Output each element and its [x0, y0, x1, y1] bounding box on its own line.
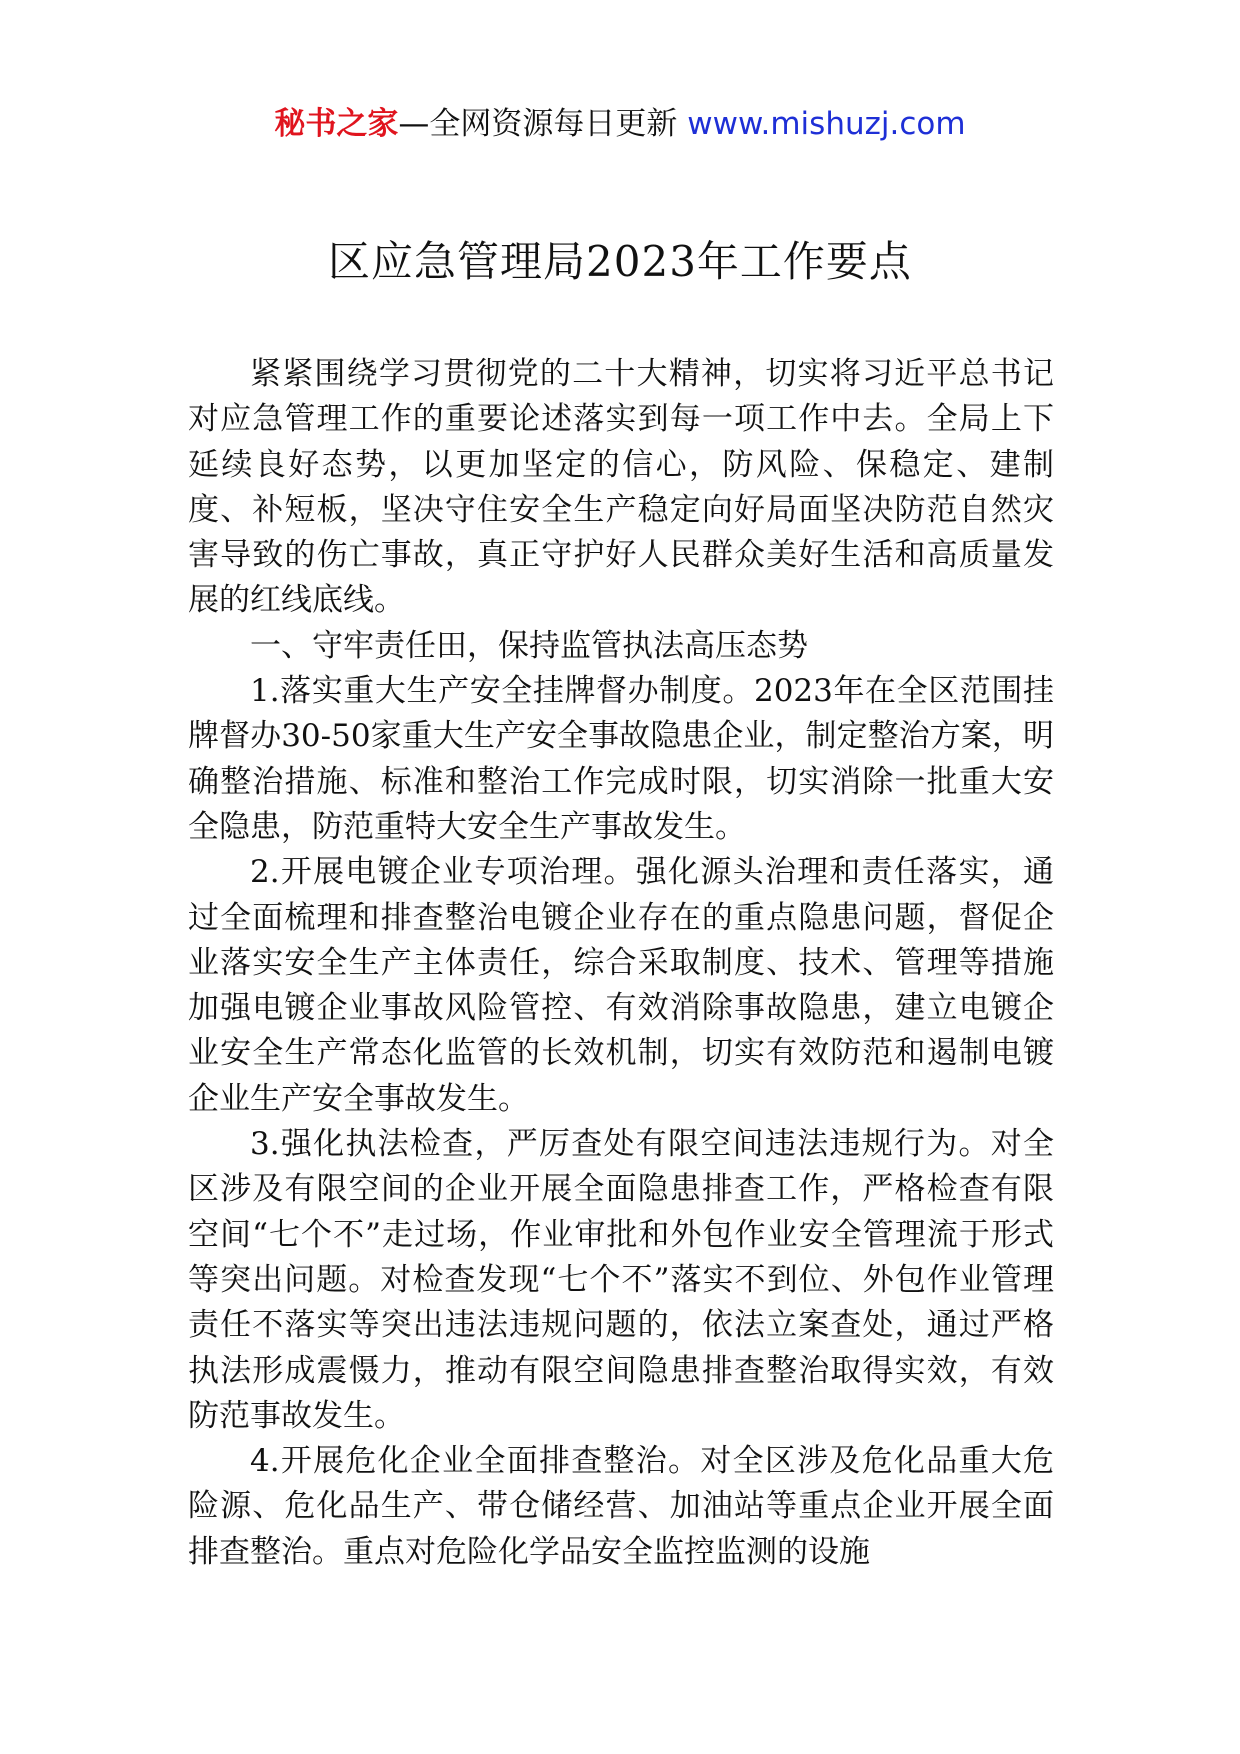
site-header: [0, 100, 1240, 148]
document-body: [188, 352, 1054, 1575]
paragraph-item-2: 2.开展电镀企业专项治理。强化源头治理和责任落实，通过全面梳理和排查整治电镀企业存在的重点隐患问题，督促企业落实安全生产主体责任，综合采取制度、技术、管理等措施加强电镀企业事故风险管控、有效消除事故隐患，建立电镀企业安全生产常态化监管的长效机制，切实有效防范和遏制电镀企业生产安全事故发生。: [188, 854, 1054, 1117]
site-brand: 秘书之家: [274, 106, 399, 142]
paragraph-intro: 紧紧围绕学习贯彻党的二十大精神，切实将习近平总书记对应急管理工作的重要论述落实到每一项工作中去。全局上下延续良好态势，以更加坚定的信心，防风险、保稳定、建制度、补短板，坚决守住安全生产稳定向好局面坚决防范自然灾害导致的伤亡事故，真正守护好人民群众美好生活和高质量发展的红线底线。: [188, 356, 1054, 619]
site-url-link[interactable]: www.mishuzj.com: [687, 106, 966, 142]
paragraph-item-3: 3.强化执法检查，严厉查处有限空间违法违规行为。对全区涉及有限空间的企业开展全面隐患排查工作，严格检查有限空间“七个不”走过场，作业审批和外包作业安全管理流于形式等突出问题。对检查发现“七个不”落实不到位、外包作业管理责任不落实等突出违法违规问题的，依法立案查处，通过严格执法形成震慑力，推动有限空间隐患排查整治取得实效，有效防范事故发生。: [188, 1126, 1054, 1434]
site-slogan: —全网资源每日更新: [398, 106, 678, 142]
section-heading-1: 一、守牢责任田，保持监管执法高压态势: [250, 627, 808, 664]
paragraph-item-1: 1.落实重大生产安全挂牌督办制度。2023年在全区范围挂牌督办30-50家重大生产安全事故隐患企业，制定整治方案，明确整治措施、标准和整治工作完成时限，切实消除一批重大安全隐患，防范重特大安全生产事故发生。: [188, 673, 1054, 845]
paragraph-item-4: 4.开展危化企业全面排查整治。对全区涉及危化品重大危险源、危化品生产、带仓储经营、加油站等重点企业开展全面排查整治。重点对危险化学品安全监控监测的设施: [188, 1443, 1054, 1570]
document-title: 区应急管理局2023年工作要点: [328, 237, 912, 286]
